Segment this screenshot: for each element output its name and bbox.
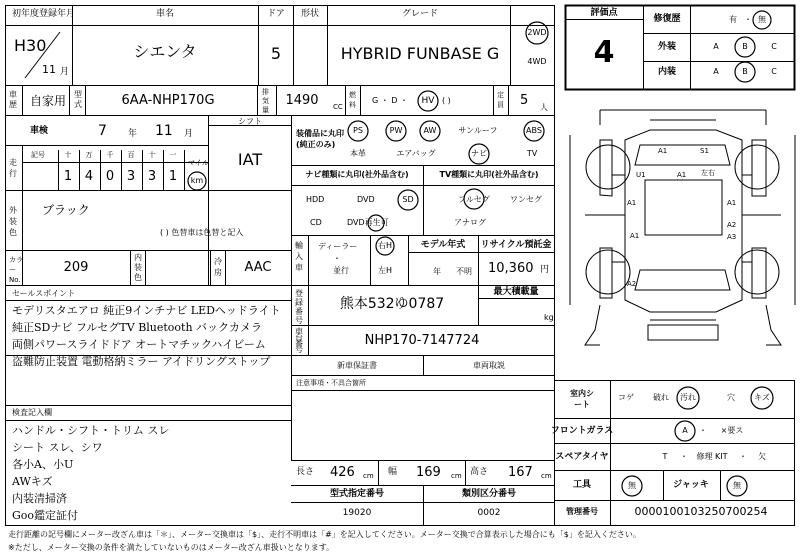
mileage-mark-label: 記号 — [31, 151, 45, 159]
import-label: 輸入車 — [295, 241, 303, 272]
fuel-paren: ( ) — [442, 96, 451, 105]
tools-value: 無 — [628, 481, 636, 490]
spare-opt-t: T — [662, 452, 668, 461]
length-label: 長さ — [296, 467, 315, 477]
car-name-label: 車名 — [155, 9, 175, 19]
fuel-hv: HV — [421, 96, 435, 106]
recycle-label: リサイクル預託金 — [480, 240, 552, 250]
digit-header-0: 十 — [64, 151, 72, 159]
seat-opt-hole: 穴 — [727, 393, 735, 402]
ac-label: 冷房 — [214, 257, 222, 277]
glass-opt-dot: ・ — [699, 426, 707, 435]
nav-hdd: HDD — [306, 195, 325, 204]
class-no-label: 類別区分番号 — [461, 489, 517, 499]
tv-oneseg: ワンセグ — [510, 195, 542, 204]
spare-opt-none: 欠 — [758, 452, 766, 461]
inspector-label: 検査記入欄 — [12, 408, 52, 417]
color-note: ( ) 色替車は色替と記入 — [160, 228, 244, 237]
diagram-label-0: A1 — [658, 147, 668, 155]
inspection-year: 7 — [98, 123, 107, 139]
interior-color-label: 内装色 — [134, 253, 142, 282]
color-label: 外装色 — [9, 206, 17, 237]
interior-grade-a: A — [713, 67, 719, 76]
height-label: 高さ — [470, 467, 489, 477]
model-year-unknown: 不明 — [456, 267, 472, 276]
displacement-value: 1490 — [285, 93, 319, 108]
equip-leather: 本革 — [350, 149, 366, 158]
grade-label: グレード — [401, 9, 439, 19]
drive-2wd: 2WD — [527, 28, 547, 37]
nav-sd: SD — [402, 195, 414, 204]
import-right: 右H — [377, 241, 393, 250]
exterior-grade-b: B — [742, 42, 748, 51]
import-parallel: 並行 — [333, 266, 349, 275]
footer-line-1: 走行距離の記号欄にメーター改ざん車は「＊」、メーター交換車は「$」、走行不明車は「#」を記入してください。メーター交換で合算表示した場合にも「$」を記入ください。 — [8, 530, 641, 539]
diagram-label-4: 左右 — [701, 169, 715, 177]
drive-4wd: 4WD — [527, 57, 547, 66]
color-no-label: カラーNo. — [9, 256, 23, 284]
registration-value: 熊本532ゆ0787 — [339, 296, 445, 312]
spare-opt-dot1: ・ — [680, 452, 688, 461]
recycle-value: 10,360 — [488, 261, 534, 276]
tv-type-label: TV種類に丸印(社外品含む) — [439, 170, 539, 179]
inspector-line-1: シート スレ、シワ — [12, 441, 103, 454]
repair-no: 無 — [758, 15, 766, 24]
displacement-label: 排気量 — [262, 88, 269, 114]
height-unit: cm — [541, 472, 552, 480]
equip-pw: PW — [389, 126, 403, 135]
first-reg-month-unit: 月 — [60, 67, 70, 77]
chassis-value: NHP170-7147724 — [364, 333, 480, 348]
capacity-label: 定員 — [497, 91, 504, 109]
warranty-label: 新車保証書 — [337, 361, 377, 370]
width-unit: cm — [451, 472, 462, 480]
max-load-unit: kg — [544, 313, 554, 322]
fuel-options: G ・ D ・ — [372, 96, 408, 105]
glass-opt-a: A — [682, 426, 688, 435]
car-name: シエンタ — [133, 42, 197, 61]
seat-opt-dirt: 汚れ — [680, 393, 696, 402]
diagram-label-1: S1 — [700, 147, 709, 155]
repair-yes: 有 — [729, 15, 737, 24]
model-year-unit: 年 — [433, 267, 441, 276]
interior-label: 内装 — [657, 67, 677, 77]
import-dealer: ディーラー — [318, 242, 358, 251]
diagram-label-5: A1 — [627, 199, 637, 207]
diagram-label-3: A1 — [677, 171, 687, 179]
color-value: ブラック — [42, 203, 90, 217]
plate-type-label: 車歴 — [9, 90, 17, 109]
footer-line-2: ※ただし、メーター交換の条件を満たしていないものはメーター改ざん車扱いとなります。 — [8, 543, 335, 552]
registration-label: 登録番号 — [295, 289, 303, 325]
jack-label: ジャッキ — [673, 480, 709, 490]
capacity-unit: 人 — [540, 103, 548, 112]
diagram-label-7: A1 — [630, 232, 640, 240]
mileage-digit-4: 3 — [147, 169, 157, 184]
mileage-digit-5: 1 — [168, 169, 178, 184]
sales-points-label: セールスポイント — [12, 289, 76, 298]
inspector-line-5: Goo鑑定証付 — [12, 509, 79, 522]
mileage-digit-1: 4 — [84, 169, 94, 184]
height-value: 167 — [508, 465, 533, 480]
score-value: 4 — [593, 35, 615, 70]
inspection-label: 車検 — [30, 126, 49, 136]
inspection-year-unit: 年 — [128, 129, 138, 139]
first-reg-month: 11 — [42, 63, 56, 76]
diagram-label-9: A3 — [727, 233, 737, 241]
notes-label: 注意事項・不具合箇所 — [296, 379, 366, 387]
mgmt-value: 0000100103250700254 — [634, 505, 768, 518]
length-value: 426 — [330, 465, 355, 480]
mgmt-label: 管理番号 — [566, 507, 598, 516]
sales-point-line-0: モデリスタエアロ 純正9インチナビ LEDヘッドライト — [12, 304, 281, 317]
mileage-digit-2: 0 — [105, 169, 115, 184]
import-left: 左H — [377, 266, 393, 275]
mileage-digit-0: 1 — [63, 169, 73, 184]
car-diagram — [570, 110, 795, 345]
equip-tv: TV — [526, 149, 538, 158]
width-label: 幅 — [388, 467, 398, 477]
color-no-value: 209 — [63, 260, 89, 275]
seat-label: 室内シート — [570, 389, 594, 409]
tv-analog: アナログ — [454, 218, 486, 227]
digit-header-1: 万 — [85, 151, 93, 159]
shape-label: 形状 — [300, 9, 320, 19]
inspector-line-3: AWキズ — [12, 475, 53, 488]
mile-label: マイル — [188, 159, 209, 167]
km-label: km — [190, 176, 204, 185]
capacity-value: 5 — [520, 93, 529, 108]
max-load-label: 最大積載量 — [493, 287, 539, 297]
manual-label: 車両取説 — [473, 361, 505, 370]
equip-ps: PS — [353, 126, 363, 135]
exterior-grade-c: C — [771, 42, 777, 51]
repair-dot: ・ — [744, 15, 752, 24]
exterior-grade-a: A — [713, 42, 719, 51]
recycle-unit: 円 — [540, 265, 550, 275]
nav-cd: CD — [310, 218, 322, 227]
chassis-label: 車台番号 — [295, 327, 303, 354]
spare-opt-dot2: ・ — [739, 452, 747, 461]
equip-abs: ABS — [526, 126, 542, 135]
digit-header-3: 百 — [127, 151, 135, 159]
equip-airbag: エアバッグ — [396, 149, 436, 158]
seat-opt-scratch: キズ — [754, 393, 770, 402]
grade-value: HYBRID FUNBASE G — [340, 44, 500, 63]
sales-point-line-3: 盗難防止装置 電動格納ミラー アイドリングストップ — [12, 355, 271, 368]
fuel-label: 燃料 — [349, 91, 356, 109]
nav-type-label: ナビ種類に丸印(社外品含む) — [305, 170, 409, 179]
class-no-value: 0002 — [477, 508, 501, 518]
length-unit: cm — [363, 472, 374, 480]
exterior-label: 外装 — [657, 42, 677, 52]
inspector-line-0: ハンドル・シフト・トリム スレ — [12, 424, 170, 437]
inspection-month-unit: 月 — [184, 129, 194, 139]
tv-fullseg: フルセグ — [458, 195, 490, 204]
inspector-line-2: 各小A、小U — [12, 458, 74, 471]
equip-sunroof: サンルーフ — [458, 126, 498, 135]
sales-point-line-2: 両側パワースライドドア オートマチックハイビーム — [12, 338, 266, 351]
plate-type: 自家用 — [30, 94, 67, 108]
score-label: 評価点 — [590, 8, 618, 18]
equipment-label: 装備品に丸印(純正のみ) — [296, 129, 344, 149]
diagram-label-10: A2 — [627, 280, 637, 288]
repair-label: 修復歴 — [653, 14, 681, 24]
model-value: 6AA-NHP170G — [121, 93, 215, 108]
first-reg-label: 初年度登録年月 — [12, 9, 76, 19]
diagram-label-2: U1 — [636, 171, 646, 179]
digit-header-2: 千 — [106, 151, 114, 159]
first-reg-era: H30 — [14, 36, 47, 55]
mileage-label: 走行 — [9, 158, 17, 178]
interior-grade-b: B — [742, 67, 748, 76]
type-no-value: 19020 — [342, 508, 372, 518]
digit-header-5: 一 — [169, 151, 177, 159]
displacement-unit: CC — [333, 103, 343, 111]
model-year-label: モデル年式 — [420, 240, 466, 250]
model-label: 型式 — [74, 90, 82, 109]
jack-value: 無 — [733, 481, 741, 490]
inspection-month: 11 — [155, 123, 173, 139]
width-value: 169 — [416, 465, 441, 480]
shift-label: シフト — [238, 117, 262, 126]
spare-label: スペアタイヤ — [555, 452, 609, 462]
seat-opt-tear: 破れ — [653, 393, 669, 402]
doors-label: ドア — [267, 9, 285, 19]
equip-navi: ナビ — [471, 149, 487, 158]
seat-opt-burn: コゲ — [618, 393, 634, 402]
equip-aw: AW — [423, 126, 437, 135]
tools-label: 工具 — [572, 480, 592, 490]
diagram-label-6: A1 — [727, 199, 737, 207]
digit-header-4: 十 — [148, 151, 156, 159]
nav-dvd-play: DVD再生可 — [347, 218, 389, 227]
import-dot: ・ — [333, 254, 341, 263]
interior-grade-c: C — [771, 67, 777, 76]
glass-opt-x: ×要ス — [720, 426, 744, 435]
doors-value: 5 — [270, 44, 282, 63]
mileage-digit-3: 3 — [126, 169, 136, 184]
diagram-label-8: A2 — [727, 221, 737, 229]
circle-marks — [188, 8, 773, 496]
inspector-line-4: 内装清掃済 — [12, 492, 67, 505]
nav-dvd: DVD — [357, 195, 375, 204]
spare-opt-kit: 修理 KIT — [696, 452, 728, 461]
glass-label: フロントガラス — [550, 426, 614, 436]
type-no-label: 型式指定番号 — [329, 489, 385, 499]
shift-value: IAT — [237, 150, 263, 169]
sales-point-line-1: 純正SDナビ フルセグTV Bluetooth バックカメラ — [12, 321, 263, 334]
ac-value: AAC — [244, 260, 272, 275]
